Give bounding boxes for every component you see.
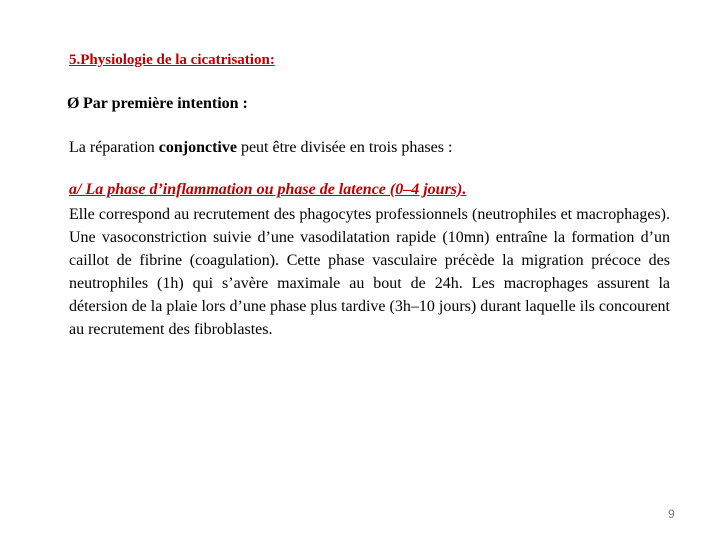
intro-sentence: [69, 139, 452, 157]
page-number: 9: [668, 507, 675, 521]
intro-emphasis: conjonctive: [158, 139, 237, 156]
arrow-bullet-icon: Ø: [67, 95, 80, 112]
phase-title: a/ La phase d’inflammation ou phase de latence (0–4 jours).: [69, 181, 467, 198]
bullet-heading: [67, 95, 248, 113]
phase-description: Elle correspond au recrutement des phagocytes professionnels (neutrophiles et macrophages). Une vasoconstriction suivie d’une vasodilatation rapide (10mn) entraîne la formation d’un caillot de fibrine (coagulation). Cette phase vasculaire précède la migration précoce des neutrophiles (1h) qui s’avère maximale au bout de 24h. Les macrophages assurent la détersion de la plaie lors d’une phase plus tardive (3h–10 jours) durant laquelle ils concourent au recrutement des fibroblastes.: [69, 206, 670, 338]
section-title: 5.Physiologie de la cicatrisation:: [69, 52, 275, 68]
intro-after: peut être divisée en trois phases :: [236, 139, 453, 156]
intro-before: La réparation: [69, 139, 159, 156]
bullet-heading-text: Par première intention :: [83, 95, 248, 112]
